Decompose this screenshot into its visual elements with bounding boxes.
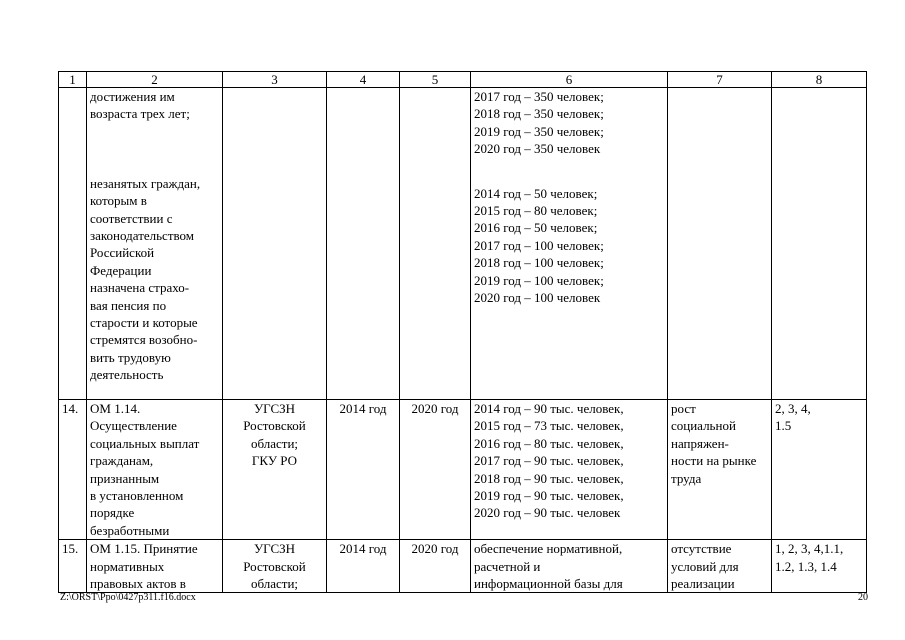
measure-name: ОМ 1.14. Осуществление социальных выплат гражданам, признанным в установленном порядке безработными — [87, 400, 223, 540]
links-cell — [772, 88, 867, 400]
measure-name-part2: незанятых граждан, которым в соответствии с законодательством Российской Федерации назначена страхо- вая пенсия по старости и которые стремятся возобно- вить трудовую деятельность — [90, 175, 201, 383]
measure-name-part1: достижения им возраста трех лет; — [90, 89, 190, 122]
continuation-row — [59, 88, 867, 400]
header-cell: 1 — [59, 72, 87, 88]
non-implementation-consequence: рост социальной напряжен- ности на рынке труда — [668, 400, 772, 540]
header-cell: 4 — [327, 72, 400, 88]
executor: УГСЗН Ростовской области; — [223, 540, 327, 593]
start-year: 2014 год — [327, 540, 400, 593]
executor-cell — [223, 88, 327, 400]
result-part2: 2014 год – 50 человек; 2015 год – 80 человек; 2016 год – 50 человек; 2017 год – 100 человек; 2018 год – 100 человек; 2019 год – 100 человек; 2020 год – 100 человек — [474, 185, 604, 306]
start-cell — [327, 88, 400, 400]
expected-result: обеспечение нормативной, расчетной и информационной базы для — [471, 540, 668, 593]
row-number: 15. — [59, 540, 87, 593]
consequence-cell — [668, 88, 772, 400]
header-row — [59, 72, 867, 88]
page-number: 20 — [858, 592, 868, 603]
header-cell: 2 — [87, 72, 223, 88]
result-cell — [471, 88, 668, 400]
header-cell: 5 — [400, 72, 471, 88]
end-year: 2020 год — [400, 540, 471, 593]
table-row — [59, 400, 867, 540]
related-indicators: 1, 2, 3, 4,1.1, 1.2, 1.3, 1.4 — [772, 540, 867, 593]
header-cell: 8 — [772, 72, 867, 88]
header-cell: 3 — [223, 72, 327, 88]
measure-name: ОМ 1.15. Принятие нормативных правовых актов в — [87, 540, 223, 593]
header-cell: 6 — [471, 72, 668, 88]
measures-table — [58, 71, 867, 593]
file-path: Z:\ORST\Ppo\0427p311.f16.docx — [60, 592, 196, 603]
table-row — [59, 540, 867, 593]
start-year: 2014 год — [327, 400, 400, 540]
expected-result: 2014 год – 90 тыс. человек, 2015 год – 73 тыс. человек, 2016 год – 80 тыс. человек, 2017 год – 90 тыс. человек, 2018 год – 90 тыс. человек, 2019 год – 90 тыс. человек, 2020 год – 90 тыс. человек — [471, 400, 668, 540]
measure-name-cell — [87, 88, 223, 400]
related-indicators: 2, 3, 4, 1.5 — [772, 400, 867, 540]
result-part1: 2017 год – 350 человек; 2018 год – 350 человек; 2019 год – 350 человек; 2020 год – 350 человек — [474, 89, 604, 157]
executor: УГСЗН Ростовской области; ГКУ РО — [223, 400, 327, 540]
header-cell: 7 — [668, 72, 772, 88]
end-year: 2020 год — [400, 400, 471, 540]
non-implementation-consequence: отсутствие условий для реализации — [668, 540, 772, 593]
row-number: 14. — [59, 400, 87, 540]
end-cell — [400, 88, 471, 400]
row-number-cell — [59, 88, 87, 400]
